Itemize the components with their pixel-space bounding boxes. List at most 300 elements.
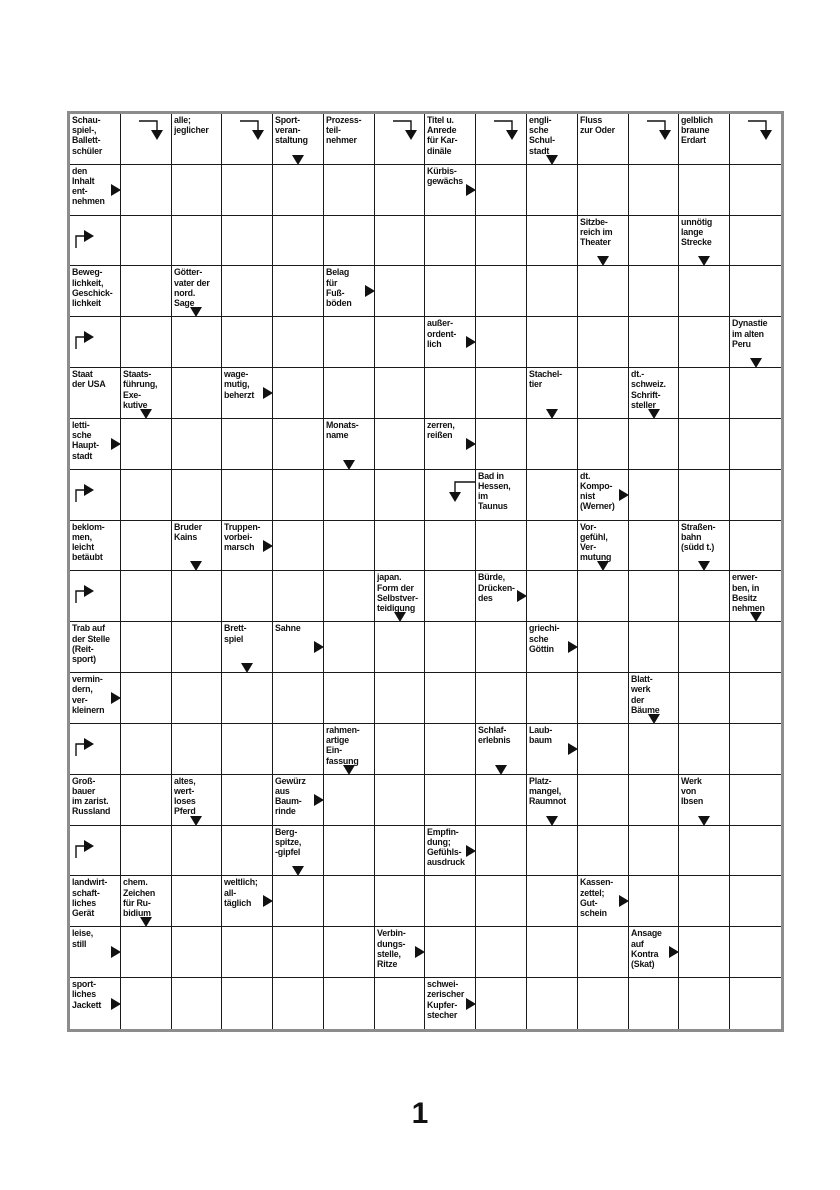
answer-cell[interactable]: [172, 978, 223, 1029]
clue-cell: [679, 775, 730, 826]
answer-cell[interactable]: [476, 216, 527, 267]
answer-cell[interactable]: [121, 978, 172, 1029]
answer-cell[interactable]: [121, 165, 172, 216]
answer-cell[interactable]: [629, 470, 680, 521]
clue-cell: [70, 927, 121, 978]
answer-cell[interactable]: [629, 622, 680, 673]
answer-cell[interactable]: [578, 622, 629, 673]
answer-cell[interactable]: [629, 876, 680, 927]
answer-cell[interactable]: [730, 775, 781, 826]
answer-cell[interactable]: [578, 571, 629, 622]
clue-cell: [324, 724, 375, 775]
answer-cell[interactable]: [375, 165, 426, 216]
answer-cell[interactable]: [730, 521, 781, 572]
clue-cell: [172, 114, 223, 165]
clue-text: Dynastie im alten Peru: [732, 318, 768, 350]
clue-text: Kürbis- gewächs: [427, 165, 464, 188]
answer-cell[interactable]: [121, 419, 172, 470]
clue-text: Verbin- dungs- stelle, Ritze: [376, 928, 406, 970]
arrow-right-icon: [314, 641, 324, 653]
clue-text: Bürde, Drücken- des: [478, 572, 516, 604]
answer-cell[interactable]: [730, 266, 781, 317]
clue-cell: [324, 419, 375, 470]
answer-cell[interactable]: [172, 826, 223, 877]
clue-cell: [172, 521, 223, 572]
answer-cell[interactable]: [222, 927, 273, 978]
clue-text: Prozess- teil- nehmer: [325, 115, 362, 147]
answer-cell[interactable]: [476, 826, 527, 877]
answer-cell[interactable]: [375, 266, 426, 317]
answer-cell[interactable]: [121, 317, 172, 368]
arrow-down-icon: [140, 409, 152, 419]
answer-cell[interactable]: [527, 876, 578, 927]
answer-cell[interactable]: [324, 622, 375, 673]
arrow-down-icon: [597, 561, 609, 571]
clue-text: Bruder Kains: [173, 521, 202, 543]
answer-cell[interactable]: [222, 470, 273, 521]
answer-cell[interactable]: [476, 622, 527, 673]
answer-cell[interactable]: [629, 978, 680, 1029]
answer-cell[interactable]: [222, 775, 273, 826]
clue-text: vermin- dern, ver- kleinern: [72, 674, 105, 716]
arrow-cell[interactable]: [70, 571, 121, 622]
answer-cell[interactable]: [375, 724, 426, 775]
arrow-down-icon: [394, 612, 406, 622]
answer-cell[interactable]: [629, 724, 680, 775]
answer-cell[interactable]: [730, 978, 781, 1029]
answer-cell[interactable]: [425, 368, 476, 419]
answer-cell[interactable]: [172, 927, 223, 978]
arrow-cell[interactable]: [70, 317, 121, 368]
answer-cell[interactable]: [172, 470, 223, 521]
answer-cell[interactable]: [324, 876, 375, 927]
answer-cell[interactable]: [527, 266, 578, 317]
answer-cell[interactable]: [425, 521, 476, 572]
answer-cell[interactable]: [121, 673, 172, 724]
answer-cell[interactable]: [629, 521, 680, 572]
answer-cell[interactable]: [222, 317, 273, 368]
answer-cell[interactable]: [527, 521, 578, 572]
answer-cell[interactable]: [324, 826, 375, 877]
answer-cell[interactable]: [527, 419, 578, 470]
clue-cell: [476, 571, 527, 622]
answer-cell[interactable]: [222, 978, 273, 1029]
answer-cell[interactable]: [527, 571, 578, 622]
answer-cell[interactable]: [172, 673, 223, 724]
answer-cell[interactable]: [679, 927, 730, 978]
answer-cell[interactable]: [578, 419, 629, 470]
answer-cell[interactable]: [172, 368, 223, 419]
clue-text: Trab auf der Stelle (Reit- sport): [72, 623, 110, 665]
answer-cell[interactable]: [527, 673, 578, 724]
answer-cell[interactable]: [121, 775, 172, 826]
clue-cell: [70, 775, 121, 826]
answer-cell[interactable]: [527, 317, 578, 368]
answer-cell[interactable]: [375, 978, 426, 1029]
answer-cell[interactable]: [425, 876, 476, 927]
answer-cell[interactable]: [476, 521, 527, 572]
answer-cell[interactable]: [578, 978, 629, 1029]
answer-cell[interactable]: [172, 622, 223, 673]
answer-cell[interactable]: [730, 368, 781, 419]
answer-cell[interactable]: [121, 826, 172, 877]
arrow-cell[interactable]: [121, 114, 172, 165]
clue-text: Monats- name: [325, 419, 359, 442]
answer-cell[interactable]: [324, 521, 375, 572]
clue-text: zerren, reißen: [427, 419, 456, 442]
answer-cell[interactable]: [629, 419, 680, 470]
answer-cell[interactable]: [679, 571, 730, 622]
arrow-right-icon: [466, 438, 476, 450]
answer-cell[interactable]: [172, 165, 223, 216]
clue-text: außer- ordent- lich: [427, 318, 457, 350]
arrow-down-icon: [190, 816, 202, 826]
arrow-right-icon: [466, 998, 476, 1010]
clue-cell: [578, 521, 629, 572]
arrow-corner-right-down-icon: [748, 118, 778, 144]
arrow-right-icon: [263, 540, 273, 552]
clue-cell: [222, 521, 273, 572]
clue-text: Truppen- vorbei- marsch: [224, 521, 261, 554]
answer-cell[interactable]: [679, 470, 730, 521]
answer-cell[interactable]: [273, 927, 324, 978]
answer-cell[interactable]: [679, 978, 730, 1029]
answer-cell[interactable]: [629, 775, 680, 826]
answer-cell[interactable]: [425, 775, 476, 826]
answer-cell[interactable]: [172, 571, 223, 622]
answer-cell[interactable]: [273, 571, 324, 622]
arrow-right-icon: [568, 743, 578, 755]
clue-text: rahmen- artige Ein- fassung: [325, 724, 360, 767]
clue-text: altes, wert- loses Pferd: [173, 775, 196, 818]
clue-cell: [172, 266, 223, 317]
arrow-down-icon: [190, 307, 202, 317]
answer-cell[interactable]: [222, 216, 273, 267]
answer-cell[interactable]: [222, 571, 273, 622]
answer-cell[interactable]: [172, 317, 223, 368]
answer-cell[interactable]: [527, 927, 578, 978]
arrow-right-icon: [365, 285, 375, 297]
answer-cell[interactable]: [425, 927, 476, 978]
arrow-down-icon: [343, 765, 355, 775]
answer-cell[interactable]: [578, 165, 629, 216]
answer-cell[interactable]: [476, 165, 527, 216]
answer-cell[interactable]: [425, 673, 476, 724]
answer-cell[interactable]: [629, 826, 680, 877]
answer-cell[interactable]: [578, 266, 629, 317]
answer-cell[interactable]: [324, 470, 375, 521]
arrow-right-icon: [111, 438, 121, 450]
answer-cell[interactable]: [679, 673, 730, 724]
answer-cell[interactable]: [679, 266, 730, 317]
clue-text: Ansage auf Kontra (Skat): [630, 928, 662, 970]
answer-cell[interactable]: [578, 927, 629, 978]
answer-cell[interactable]: [679, 826, 730, 877]
answer-cell[interactable]: [476, 419, 527, 470]
clue-cell: [70, 165, 121, 216]
clue-cell: [273, 775, 324, 826]
answer-cell[interactable]: [121, 571, 172, 622]
answer-cell[interactable]: [527, 826, 578, 877]
answer-cell[interactable]: [679, 165, 730, 216]
clue-text: engli- sche Schul- stadt: [529, 115, 555, 157]
answer-cell[interactable]: [375, 419, 426, 470]
answer-cell[interactable]: [578, 317, 629, 368]
arrow-down-icon: [750, 612, 762, 622]
clue-cell: [172, 775, 223, 826]
answer-cell[interactable]: [730, 673, 781, 724]
answer-cell[interactable]: [121, 927, 172, 978]
arrow-corner-down-right-icon: [74, 734, 96, 756]
clue-text: Blatt- werk der Bäume: [630, 674, 660, 716]
answer-cell[interactable]: [679, 724, 730, 775]
answer-cell[interactable]: [578, 368, 629, 419]
clue-cell: [476, 724, 527, 775]
answer-cell[interactable]: [730, 927, 781, 978]
arrow-corner-right-down-icon: [647, 118, 677, 144]
answer-cell[interactable]: [222, 724, 273, 775]
answer-cell[interactable]: [324, 673, 375, 724]
clue-text: Vor- gefühl, Ver- mutung: [579, 521, 612, 564]
answer-cell[interactable]: [375, 317, 426, 368]
arrow-right-icon: [517, 590, 527, 602]
clue-cell: [70, 978, 121, 1029]
arrow-down-icon: [495, 765, 507, 775]
answer-cell[interactable]: [578, 673, 629, 724]
answer-cell[interactable]: [121, 470, 172, 521]
clue-text: Sahne: [275, 623, 301, 635]
answer-cell[interactable]: [375, 368, 426, 419]
answer-cell[interactable]: [679, 876, 730, 927]
answer-cell[interactable]: [578, 724, 629, 775]
answer-cell[interactable]: [324, 317, 375, 368]
answer-cell[interactable]: [476, 876, 527, 927]
answer-cell[interactable]: [273, 317, 324, 368]
arrow-right-icon: [111, 946, 121, 958]
answer-cell[interactable]: [273, 673, 324, 724]
answer-cell[interactable]: [375, 521, 426, 572]
answer-cell[interactable]: [730, 876, 781, 927]
clue-text: Groß- bauer im zarist. Russland: [72, 775, 111, 818]
answer-cell[interactable]: [730, 470, 781, 521]
answer-cell[interactable]: [425, 622, 476, 673]
answer-cell[interactable]: [375, 622, 426, 673]
arrow-right-icon: [111, 184, 121, 196]
answer-cell[interactable]: [324, 368, 375, 419]
answer-cell[interactable]: [273, 216, 324, 267]
answer-cell[interactable]: [222, 673, 273, 724]
answer-cell[interactable]: [121, 266, 172, 317]
answer-cell[interactable]: [425, 724, 476, 775]
answer-cell[interactable]: [425, 571, 476, 622]
answer-cell[interactable]: [121, 216, 172, 267]
clue-cell: [629, 927, 680, 978]
arrow-cell[interactable]: [425, 470, 476, 521]
answer-cell[interactable]: [527, 470, 578, 521]
answer-cell[interactable]: [375, 673, 426, 724]
answer-cell[interactable]: [730, 622, 781, 673]
arrow-right-icon: [314, 794, 324, 806]
answer-cell[interactable]: [476, 368, 527, 419]
clue-cell: [70, 876, 121, 927]
answer-cell[interactable]: [375, 470, 426, 521]
answer-cell[interactable]: [578, 775, 629, 826]
arrow-right-icon: [619, 895, 629, 907]
arrow-down-icon: [343, 460, 355, 470]
clue-cell: [70, 368, 121, 419]
answer-cell[interactable]: [172, 876, 223, 927]
clue-text: dt.- schweiz. Schrift- steller: [630, 369, 666, 411]
answer-cell[interactable]: [121, 521, 172, 572]
clue-text: Platz- mangel, Raumnot: [529, 775, 567, 808]
answer-cell[interactable]: [679, 419, 730, 470]
answer-cell[interactable]: [527, 978, 578, 1029]
answer-cell[interactable]: [730, 165, 781, 216]
clue-text: Fluss zur Oder: [579, 115, 615, 137]
answer-cell[interactable]: [324, 775, 375, 826]
clue-text: Belag für Fuß- böden: [325, 267, 352, 310]
answer-cell[interactable]: [273, 165, 324, 216]
clue-cell: [273, 622, 324, 673]
answer-cell[interactable]: [172, 419, 223, 470]
answer-cell[interactable]: [476, 978, 527, 1029]
answer-cell[interactable]: [273, 266, 324, 317]
arrow-down-icon: [698, 816, 710, 826]
answer-cell[interactable]: [476, 266, 527, 317]
arrow-down-icon: [546, 816, 558, 826]
arrow-corner-right-down-icon: [494, 118, 524, 144]
answer-cell[interactable]: [730, 216, 781, 267]
clue-cell: [629, 673, 680, 724]
clue-cell: [578, 876, 629, 927]
answer-cell[interactable]: [527, 216, 578, 267]
arrow-right-icon: [466, 184, 476, 196]
answer-cell[interactable]: [273, 724, 324, 775]
answer-cell[interactable]: [730, 826, 781, 877]
answer-cell[interactable]: [375, 775, 426, 826]
clue-text: Staat der USA: [72, 369, 106, 391]
arrow-right-icon: [111, 998, 121, 1010]
arrow-right-icon: [415, 946, 425, 958]
arrow-cell[interactable]: [476, 114, 527, 165]
answer-cell[interactable]: [324, 978, 375, 1029]
answer-cell[interactable]: [476, 775, 527, 826]
answer-cell[interactable]: [324, 927, 375, 978]
answer-cell[interactable]: [273, 419, 324, 470]
arrow-cell[interactable]: [222, 114, 273, 165]
answer-cell[interactable]: [476, 673, 527, 724]
clue-text: wage- mutig, beherzt: [224, 369, 255, 401]
answer-cell[interactable]: [425, 266, 476, 317]
arrow-down-icon: [597, 256, 609, 266]
clue-text: dt. Kompo- nist (Werner): [579, 470, 615, 513]
answer-cell[interactable]: [629, 266, 680, 317]
answer-cell[interactable]: [222, 266, 273, 317]
answer-cell[interactable]: [273, 876, 324, 927]
arrow-cell[interactable]: [629, 114, 680, 165]
arrow-down-icon: [698, 561, 710, 571]
answer-cell[interactable]: [375, 826, 426, 877]
clue-text: Staats- führung, Exe- kutive: [122, 369, 158, 411]
clue-cell: [375, 927, 426, 978]
arrow-cell[interactable]: [70, 826, 121, 877]
clue-cell: [578, 216, 629, 267]
arrow-cell[interactable]: [730, 114, 781, 165]
answer-cell[interactable]: [375, 216, 426, 267]
clue-cell: [324, 266, 375, 317]
answer-cell[interactable]: [425, 216, 476, 267]
clue-cell: [679, 216, 730, 267]
answer-cell[interactable]: [273, 470, 324, 521]
arrow-cell[interactable]: [70, 724, 121, 775]
clue-cell: [324, 114, 375, 165]
clue-text: letti- sche Haupt- stadt: [72, 419, 99, 462]
clue-cell: [527, 724, 578, 775]
clue-text: Werk von Ibsen: [681, 775, 704, 808]
crossword-grid: [67, 111, 784, 1032]
answer-cell[interactable]: [121, 724, 172, 775]
answer-cell[interactable]: [222, 419, 273, 470]
answer-cell[interactable]: [375, 876, 426, 927]
arrow-cell[interactable]: [375, 114, 426, 165]
answer-cell[interactable]: [578, 826, 629, 877]
clue-text: Titel u. Anrede für Kar- dinäle: [427, 115, 458, 157]
answer-cell[interactable]: [679, 317, 730, 368]
clue-text: Empfin- dung; Gefühls- ausdruck: [427, 826, 466, 869]
clue-text: alle; jeglicher: [173, 115, 209, 137]
answer-cell[interactable]: [629, 216, 680, 267]
answer-cell[interactable]: [121, 622, 172, 673]
answer-cell[interactable]: [629, 571, 680, 622]
answer-cell[interactable]: [324, 571, 375, 622]
arrow-down-icon: [241, 663, 253, 673]
clue-cell: [425, 114, 476, 165]
clue-text: Götter- vater der nord. Sage: [173, 267, 210, 310]
arrow-down-icon: [292, 155, 304, 165]
clue-cell: [629, 368, 680, 419]
answer-cell[interactable]: [730, 419, 781, 470]
clue-text: Sitzbe- reich im Theater: [579, 216, 613, 249]
answer-cell[interactable]: [273, 978, 324, 1029]
answer-cell[interactable]: [273, 368, 324, 419]
answer-cell[interactable]: [476, 317, 527, 368]
arrow-cell[interactable]: [70, 216, 121, 267]
arrow-corner-down-right-icon: [74, 836, 96, 858]
clue-text: Bad in Hessen, im Taunus: [478, 470, 511, 513]
clue-cell: [121, 876, 172, 927]
answer-cell[interactable]: [679, 622, 730, 673]
answer-cell[interactable]: [527, 165, 578, 216]
answer-cell[interactable]: [172, 216, 223, 267]
answer-cell[interactable]: [730, 724, 781, 775]
arrow-cell[interactable]: [70, 470, 121, 521]
arrow-corner-left-down-icon: [449, 476, 476, 506]
answer-cell[interactable]: [324, 165, 375, 216]
answer-cell[interactable]: [324, 216, 375, 267]
answer-cell[interactable]: [629, 317, 680, 368]
answer-cell[interactable]: [222, 826, 273, 877]
arrow-down-icon: [750, 358, 762, 368]
clue-cell: [70, 266, 121, 317]
answer-cell[interactable]: [679, 368, 730, 419]
answer-cell[interactable]: [629, 165, 680, 216]
answer-cell[interactable]: [172, 724, 223, 775]
clue-cell: [527, 368, 578, 419]
answer-cell[interactable]: [273, 521, 324, 572]
answer-cell[interactable]: [476, 927, 527, 978]
answer-cell[interactable]: [222, 165, 273, 216]
clue-cell: [425, 165, 476, 216]
